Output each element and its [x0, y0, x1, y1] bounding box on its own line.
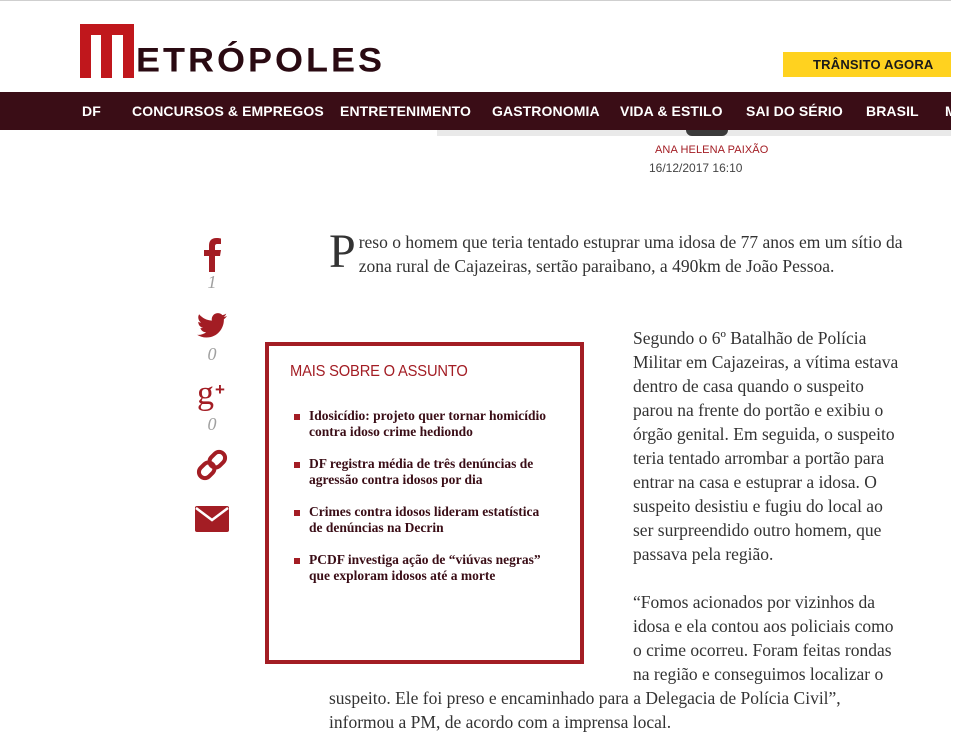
drop-cap: P — [329, 225, 356, 278]
text-line: parou na frente do portão e exibiu o — [633, 400, 884, 420]
text-line: passava pela região. — [633, 544, 774, 564]
author-name[interactable]: ANA HELENA PAIXÃO — [655, 144, 769, 156]
facebook-share-count: 1 — [207, 272, 217, 292]
logo-wordmark: ETRÓPOLES — [136, 40, 386, 79]
text-line: Segundo o 6º Batalhão de Polícia — [633, 328, 867, 348]
text-line: ser surpreendido outro homem, que — [633, 520, 882, 540]
main-nav — [0, 92, 957, 130]
share-google-plus[interactable] — [190, 375, 234, 434]
text-line: informou a PM, de acordo com a imprensa local. — [329, 712, 672, 732]
twitter-share-count: 0 — [207, 344, 217, 364]
related-item-link[interactable]: Crimes contra idosos lideram estatística de denúncias na Decrin — [309, 504, 540, 535]
text-line: Militar em Cajazeiras, a vítima estava — [633, 352, 899, 372]
related-item[interactable] — [309, 408, 554, 440]
related-item[interactable] — [309, 552, 554, 584]
nav-item-entretenimento[interactable]: ENTRETENIMENTO — [340, 103, 472, 119]
related-item-link[interactable]: Idosicídio: projeto quer tornar homicídio contra idoso crime hediondo — [309, 408, 547, 439]
related-title: MAIS SOBRE O ASSUNTO — [290, 363, 468, 380]
related-list — [309, 408, 554, 600]
link-icon — [196, 449, 228, 481]
svg-text:g: g — [197, 375, 214, 412]
article-lead — [329, 225, 939, 278]
related-item[interactable] — [309, 504, 554, 536]
article-paragraph-3-wrapped — [633, 590, 951, 686]
text-line: o crime ocorreu. Foram feitas rondas — [633, 640, 892, 660]
author-photo — [686, 130, 728, 136]
nav-item-df[interactable]: DF — [82, 103, 101, 119]
envelope-icon — [195, 506, 229, 532]
share-facebook[interactable] — [190, 238, 234, 292]
text-line: idosa e ela contou aos policiais como — [633, 616, 894, 636]
related-item[interactable] — [309, 456, 554, 488]
share-copy-link[interactable] — [190, 449, 234, 481]
facebook-icon — [202, 238, 222, 272]
text-line: suspeito. Ele foi preso e encaminhado para a Delegacia de Polícia Civil”, — [329, 688, 841, 708]
svg-text:+: + — [215, 380, 225, 399]
bullet-square-icon — [294, 510, 300, 516]
text-line: “Fomos acionados por vizinhos da — [633, 592, 876, 612]
google-plus-share-count: 0 — [207, 414, 217, 434]
publish-date: 16/12/2017 16:10 — [649, 161, 743, 175]
text-line: entrar na casa e estuprar a idosa. O — [633, 472, 877, 492]
twitter-icon — [197, 313, 227, 338]
text-line: suspeito desistiu e fugiu do local ao — [633, 496, 883, 516]
text-line: teria tentado arrombar a portão para — [633, 448, 885, 468]
related-item-link[interactable]: PCDF investiga ação de “viúvas negras” que exploram idosos até a morte — [309, 552, 541, 583]
nav-item-truncated[interactable]: M — [945, 103, 957, 119]
transit-now-button[interactable]: TRÂNSITO AGORA — [783, 52, 951, 77]
nav-item-concursos[interactable]: CONCURSOS & EMPREGOS — [132, 103, 324, 119]
related-item-link[interactable]: DF registra média de três denúncias de agressão contra idosos por dia — [309, 456, 534, 487]
share-twitter[interactable] — [190, 313, 234, 364]
nav-item-sai-do-serio[interactable]: SAI DO SÉRIO — [746, 103, 843, 119]
bullet-square-icon — [294, 414, 300, 420]
google-plus-icon — [195, 375, 229, 412]
nav-item-vida-estilo[interactable]: VIDA & ESTILO — [620, 103, 723, 119]
lead-text: reso o homem que teria tentado estuprar uma idosa de 77 anos em um sítio da zona rural de Cajazeiras, sertão paraibano, a 490km de João Pessoa. — [358, 232, 903, 276]
article-paragraph-2 — [633, 326, 951, 566]
top-border — [0, 0, 951, 1]
text-line: dentro de casa quando o suspeito — [633, 376, 864, 396]
logo-m-mark — [80, 24, 134, 78]
related-articles-box — [265, 342, 584, 664]
bullet-square-icon — [294, 462, 300, 468]
share-email[interactable] — [190, 506, 234, 532]
nav-item-brasil[interactable]: BRASIL — [866, 103, 919, 119]
bullet-square-icon — [294, 558, 300, 564]
nav-item-gastronomia[interactable]: GASTRONOMIA — [492, 103, 600, 119]
site-logo[interactable] — [80, 22, 385, 78]
text-line: na região e conseguimos localizar o — [633, 664, 884, 684]
article-paragraph-3-full — [329, 686, 939, 734]
text-line: órgão genital. Em seguida, o suspeito — [633, 424, 895, 444]
